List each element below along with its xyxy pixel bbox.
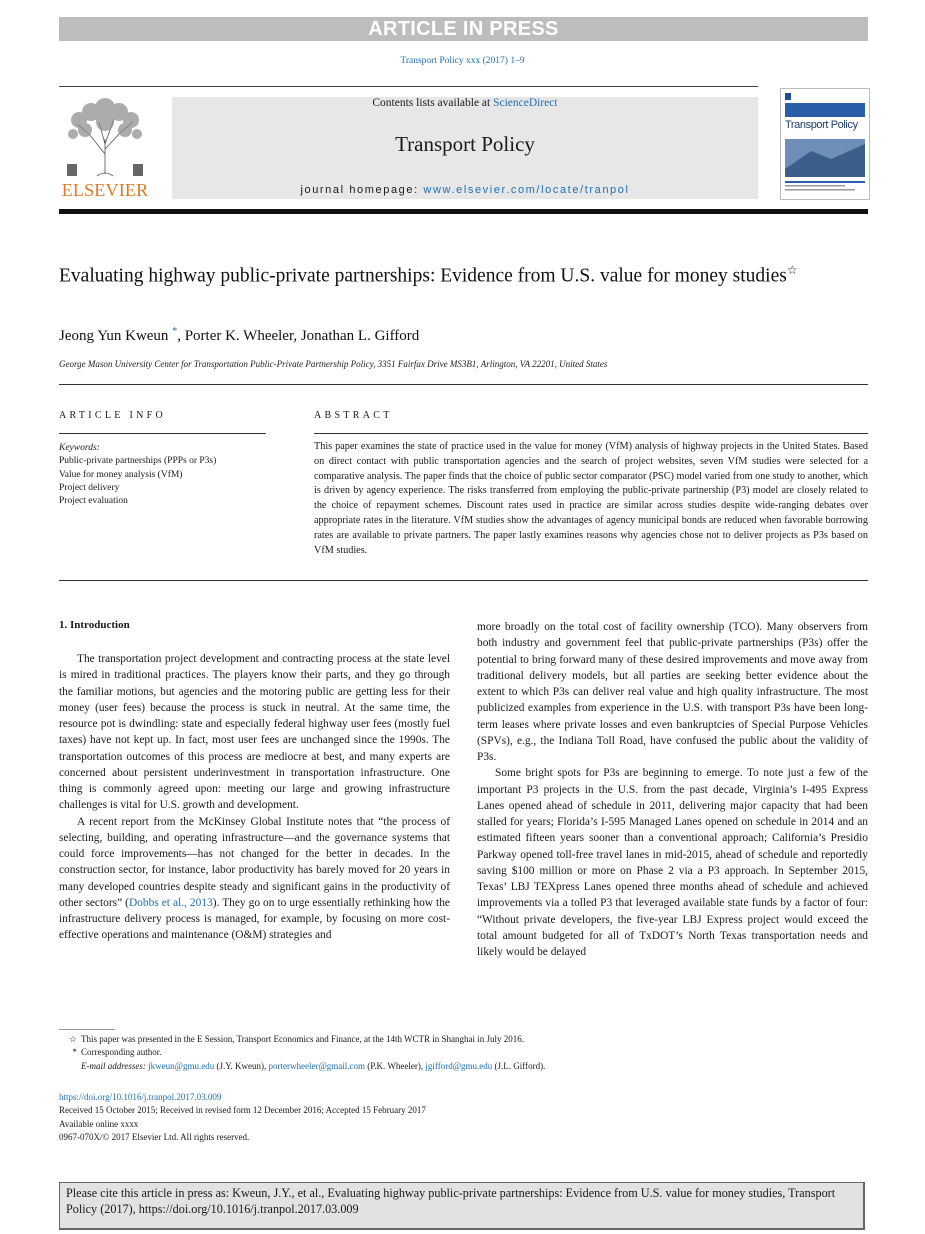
- footnote-corresponding: [59, 1046, 868, 1059]
- title-footnote-mark[interactable]: ☆: [786, 263, 798, 277]
- footnote-presented: [59, 1033, 868, 1046]
- paragraph: more broadly on the total cost of facility ownership (TCO). Many observers from both industry and government feel that public-private partnerships (P3s) offer the potential to bring forward many of these desired improvements and move away from traditional delivery models, but all parties are seeking better evidence about the extent to which P3s can deliver real value and high quality infrastructure. The most publicized examples from experience in the U.S. with transport P3s have been long-term leases where private losses and even bankruptcies of Special Purpose Vehicles (SPVs), e.g., the Indiana Toll Road, have confused the public about the validity of P3s.: [477, 621, 868, 763]
- paragraph-text: ). They go on to urge essentially rethinking how the infrastructure delivery process is managed, for example, by focusing on more cost-effective operations and maintenance (O&M) strategies and: [59, 896, 450, 942]
- divider-above-info: [59, 384, 868, 385]
- author-first[interactable]: Jeong Yun Kweun: [59, 328, 169, 344]
- keywords-block: [59, 442, 216, 508]
- body-column-right: [477, 619, 868, 960]
- footnote-emails: [59, 1060, 868, 1073]
- keywords-title: Keywords:: [59, 443, 100, 453]
- keyword-item: Project delivery: [59, 482, 120, 493]
- journal-cover-thumbnail[interactable]: [780, 88, 870, 200]
- cover-title: Transport Policy: [785, 119, 858, 131]
- journal-title: Transport Policy: [395, 132, 535, 156]
- corresponding-author-mark[interactable]: *: [172, 326, 178, 337]
- footnote-text: This paper was presented in the E Session, Transport Economics and Finance, at the 14th WCTR in Shanghai in July 2016.: [81, 1034, 525, 1044]
- header-divider: [59, 86, 758, 87]
- cover-image: [781, 89, 869, 199]
- received-dates: Received 15 October 2015; Received in revised form 12 December 2016; Accepted 15 February 2017: [59, 1105, 426, 1116]
- article-metadata: [59, 1091, 868, 1144]
- abstract-rule: [314, 433, 868, 434]
- email-link-kweun[interactable]: jkweun@gmu.edu: [148, 1060, 215, 1071]
- footnote-text: Corresponding author.: [81, 1047, 162, 1058]
- paragraph: Some bright spots for P3s are beginning to emerge. To note just a few of the important P3 projects in the U.S. from the past decade, Virginia’s I-495 Express Lanes opened ahead of schedule in 2011, delivering major capacity that had been stalled for years; Florida’s I-595 Managed Lanes opened on schedule in 2014 and an estimated fifteen years sooner than a conventional approach; California’s Presidio Parkway opened toll-free travel lanes in mid-2015, ahead of schedule and reportedly saving $100 million or more on Phase 2 via a P3 approach. In September 2015, Texas’ LBJ TEXpress Lanes opened three months ahead of schedule and achieved improvements via a tolled P3 that leveraged available state funds by a factor of four: “Without private developers, the five-year LBJ Express project would exceed the total amount budgeted for all of TxDOT’s North Texas transportation needs and likely would be delayed: [477, 767, 868, 958]
- article-title: [59, 257, 819, 290]
- email-title: E-mail addresses:: [81, 1060, 146, 1071]
- available-online: Available online xxxx: [59, 1118, 139, 1129]
- email-owner: (J.Y. Kweun),: [214, 1060, 269, 1071]
- contents-prefix: Contents lists available at: [372, 97, 494, 109]
- paragraph: [59, 814, 450, 944]
- journal-citation-link[interactable]: Transport Policy xxx (2017) 1–9: [400, 56, 525, 66]
- email-owner: (P.K. Wheeler),: [365, 1060, 426, 1071]
- footnote-rule: [59, 1029, 115, 1030]
- paragraph: The transportation project development and contracting process at the state level is mired in traditional practices. The players know their parts, and they go through the familiar motions, but agencies and the motoring public are getting less for their money (user fees) because the process is stuck in neutral. At the same time, the resource pot is dwindling: state and especially federal highway user fees (mostly fuel taxes) have not kept up. In fact, most user fees are unchanged since the 1990s. The transportation outcomes of this process are mediocre at best, and many experts are concerned about persistent underinvestment in transportation infrastructure. One thing is commonly agreed upon: meeting our large and growing infrastructure challenges is vital for U.S. growth and development.: [59, 653, 450, 812]
- reference-link-dobbs[interactable]: Dobbs et al., 2013: [128, 896, 213, 909]
- journal-homepage: [172, 184, 758, 196]
- homepage-link[interactable]: www.elsevier.com/locate/tranpol: [423, 184, 630, 196]
- footnotes: [59, 1033, 868, 1073]
- article-info-rule: [59, 433, 266, 434]
- author-list: [59, 326, 419, 345]
- abstract-text: This paper examines the state of practice used in the value for money (VfM) analysis of highway projects in the United States. Based on direct contact with public transportation agencies and the search of project websites, seven VfM studies were selected for a comparative analysis. The paper finds that the choice of public sector comparator (PSC) model varied from one study to another, which is driven by agency experience. The risks transferred from employing the public-private partnership (P3) model are closely related to the choice of repayment schemes. Discount rates used in practice are similar across studies despite wide-ranging debates over appropriate rates in the literature. VfM studies show the advantages of agency municipal bonds are reduced when favorable borrowing rates are available to private partners. The paper lastly examines reasons why agencies chose not to deliver projects as P3s based on VfM studies.: [314, 441, 868, 556]
- email-link-wheeler[interactable]: porterwheeler@gmail.com: [268, 1060, 366, 1071]
- body-column-left: [59, 651, 450, 944]
- article-in-press-banner: ARTICLE IN PRESS: [59, 17, 868, 41]
- section-heading-introduction: 1. Introduction: [59, 619, 130, 631]
- abstract-heading: ABSTRACT: [314, 410, 393, 421]
- doi-link[interactable]: https://doi.org/10.1016/j.tranpol.2017.03.009: [59, 1092, 222, 1102]
- homepage-prefix: journal homepage:: [300, 184, 424, 196]
- author-rest: , Porter K. Wheeler, Jonathan L. Gifford: [177, 328, 420, 344]
- paragraph-text: A recent report from the McKinsey Global Institute notes that “the process of selecting, building, and operating infrastructure—and the governance systems that could force improvements—has not changed for the better in decades. In the construction sector, for instance, labor productivity has barely moved for 20 years in many developed countries despite steady and significant gains in the productivity of other sectors” (: [59, 815, 450, 909]
- article-title-text: Evaluating highway public-private partnerships: Evidence from U.S. value for money studies: [59, 265, 787, 287]
- keyword-item: Value for money analysis (VfM): [59, 469, 183, 480]
- keyword-item: Project evaluation: [59, 496, 128, 507]
- cite-this-article-box: Please cite this article in press as: Kweun, J.Y., et al., Evaluating highway public-private partnerships: Evidence from U.S. value for money studies, Transport Policy (2017), https://doi.org/10.1016/j.tranpol.2017.03.009: [59, 1182, 865, 1230]
- elsevier-wordmark: ELSEVIER: [61, 180, 149, 200]
- header-thick-rule: [59, 209, 868, 214]
- footnote-mark: *: [72, 1047, 77, 1058]
- article-info-heading: ARTICLE INFO: [59, 410, 167, 421]
- copyright: 0967-070X/© 2017 Elsevier Ltd. All rights reserved.: [59, 1131, 250, 1142]
- footnote-mark: ☆: [68, 1034, 77, 1044]
- keyword-item: Public-private partnerships (PPPs or P3s): [59, 456, 217, 467]
- divider-below-abstract: [59, 580, 868, 581]
- email-owner: (J.L. Gifford).: [492, 1060, 546, 1071]
- email-link-gifford[interactable]: jgifford@gmu.edu: [425, 1060, 493, 1071]
- affiliation: George Mason University Center for Transportation Public-Private Partnership Policy, 3351 Fairfax Drive MS3B1, Arlington, VA 22201, United States: [59, 359, 608, 369]
- contents-line: [172, 97, 758, 109]
- sciencedirect-link[interactable]: ScienceDirect: [493, 97, 558, 109]
